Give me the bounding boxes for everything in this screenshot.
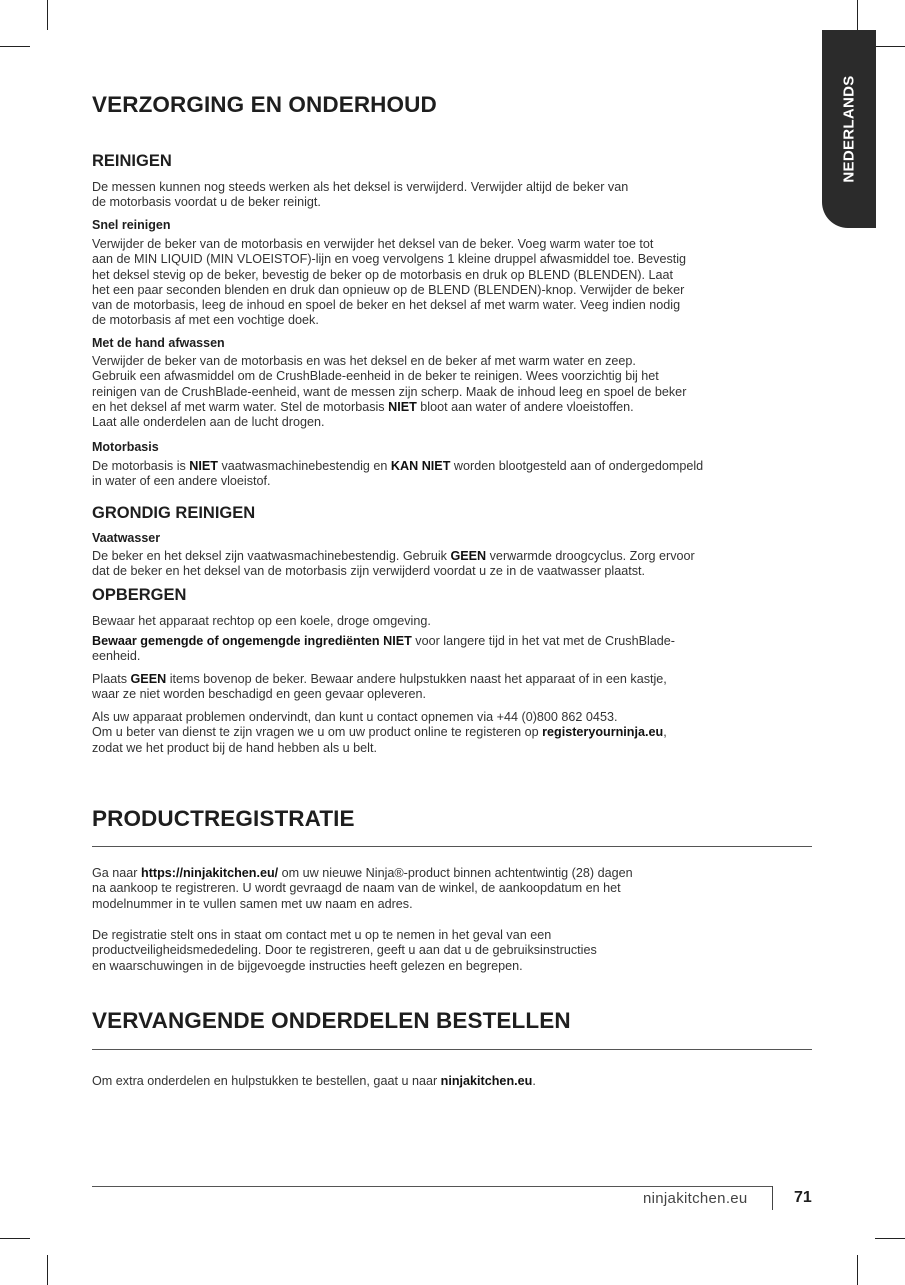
crop-mark (47, 0, 48, 30)
paragraph-registration-1: Ga naar https://ninjakitchen.eu/ om uw nieuwe Ninja®-product binnen achtentwintig (28) dagen na aankoop te registreren. U wordt gevraagd de naam van de winkel, de aankoopdatum en het modelnummer in te vullen samen met uw naam en adres. (92, 866, 633, 911)
divider (92, 1049, 812, 1050)
footer-divider (92, 1186, 772, 1187)
paragraph-storage-2: Bewaar gemengde of ongemengde ingrediënten NIET voor langere tijd in het vat met de CrushBlade- eenheid. (92, 634, 676, 664)
heading-deep-clean: GRONDIG REINIGEN (92, 504, 256, 522)
paragraph-cleaning: De messen kunnen nog steeds werken als het deksel is verwijderd. Verwijder altijd de beker van de motorbasis voordat u de beker reinigt. (92, 180, 629, 210)
language-label: NEDERLANDS (840, 75, 858, 183)
crop-mark (0, 46, 30, 47)
heading-quick-clean: Snel reinigen (92, 218, 171, 232)
footer-url: ninjakitchen.eu (643, 1190, 748, 1207)
footer-separator (772, 1186, 773, 1210)
crop-mark (857, 1255, 858, 1285)
paragraph-dishwasher: De beker en het deksel zijn vaatwasmachinebestendig. Gebruik GEEN verwarmde droogcyclus. Zorg ervoor dat de beker en het deksel van de motorbasis zijn verwijderd voordat u ze in de vaatwasser plaatst. (92, 549, 695, 579)
ninjakitchen-link[interactable]: ninjakitchen.eu (440, 1074, 533, 1088)
crop-mark (875, 1238, 905, 1239)
heading-hand-wash: Met de hand afwassen (92, 336, 225, 350)
register-link[interactable]: registeryourninja.eu (542, 725, 664, 740)
language-side-tab (822, 30, 876, 228)
ninjakitchen-url-link[interactable]: https://ninjakitchen.eu/ (141, 866, 279, 880)
paragraph-storage-1: Bewaar het apparaat rechtop op een koele, droge omgeving. (92, 614, 431, 628)
crop-mark (0, 1238, 30, 1239)
paragraph-quick-clean: Verwijder de beker van de motorbasis en verwijder het deksel van de beker. Voeg warm water toe tot aan de MIN LIQUID (MIN VLOEISTOF)-lijn en voeg vervolgens 1 kleine druppel afwasmiddel toe. Bevestig het deksel stevig op de beker, bevestig de beker op de motorbasis en druk op BLEND (BLENDEN). Laat het een paar seconden blenden en druk dan opnieuw op de BLEND (BLENDEN)-knop. Verwijder de beker van de motorbasis, leeg de inhoud en spoel de beker en het deksel af met warm water. Veeg indien nodig de motorbasis af met een vochtige doek. (92, 237, 687, 328)
heading-motor-base: Motorbasis (92, 440, 159, 454)
divider (92, 846, 812, 847)
paragraph-registration-2: De registratie stelt ons in staat om contact met u op te nemen in het geval van een productveiligheidsmededeling. Door te registreren, geeft u aan dat u de gebruiksinstructies en waarschuwingen in de bijgevoegde instructies heeft gelezen en begrepen. (92, 928, 597, 973)
crop-mark (875, 46, 905, 47)
paragraph-hand-wash: Verwijder de beker van de motorbasis en was het deksel en de beker af met warm water en zeep. Gebruik een afwasmiddel om de CrushBlade-eenheid in de beker te reinigen. Wees voorzichtig bij het reinigen van de CrushBlade-eenheid, want de messen zijn scherp. Maak de inhoud leeg en spoel de beker en het deksel af met warm water. Stel de motorbasis NIET bloot aan water of andere vloeistoffen. Laat alle onderdelen aan de lucht drogen. (92, 354, 687, 430)
paragraph-motor-base: De motorbasis is NIET vaatwasmachinebestendig en KAN NIET worden blootgesteld aan of ondergedompeld in water of een andere vloeistof. (92, 459, 704, 489)
title-registration: PRODUCTREGISTRATIE (92, 806, 355, 831)
crop-mark (47, 1255, 48, 1285)
title-replacement-parts: VERVANGENDE ONDERDELEN BESTELLEN (92, 1008, 571, 1033)
paragraph-parts: Om extra onderdelen en hulpstukken te bestellen, gaat u naar ninjakitchen.eu. (92, 1074, 536, 1088)
crop-mark (857, 0, 858, 30)
heading-storage: OPBERGEN (92, 586, 187, 604)
title-care: VERZORGING EN ONDERHOUD (92, 92, 437, 117)
paragraph-storage-4: Als uw apparaat problemen ondervindt, dan kunt u contact opnemen via +44 (0)800 862 0453. Om u beter van dienst te zijn vragen we u om uw product online te registeren op registeryourninja.eu, zodat we het product bij de hand hebben als u belt. (92, 710, 667, 755)
paragraph-storage-3: Plaats GEEN items bovenop de beker. Bewaar andere hulpstukken naast het apparaat of in een kastje, waar ze niet worden beschadigd en geen gevaar opleveren. (92, 672, 667, 702)
heading-cleaning: REINIGEN (92, 152, 172, 170)
page-number: 71 (794, 1189, 812, 1206)
heading-dishwasher: Vaatwasser (92, 531, 161, 545)
